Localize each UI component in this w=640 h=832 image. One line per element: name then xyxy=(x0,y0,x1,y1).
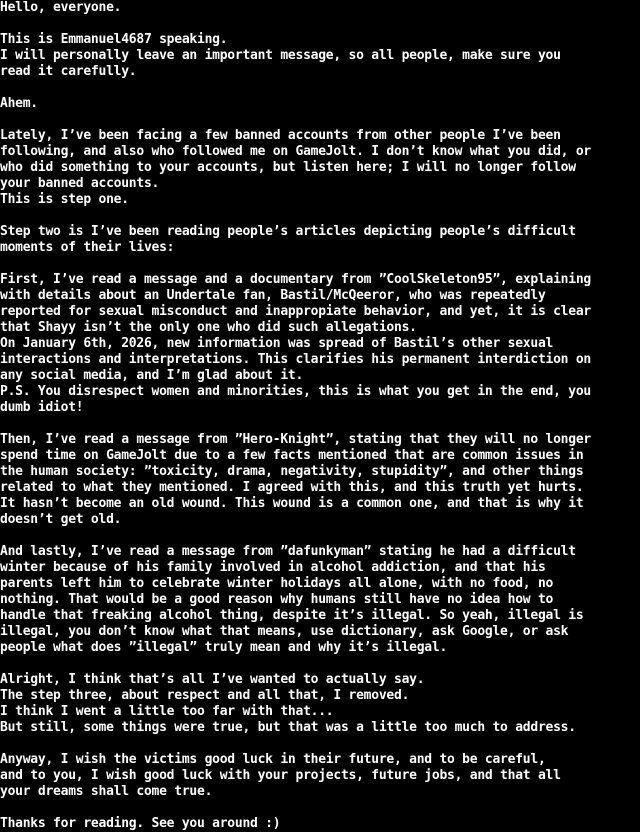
text-line: moments of their lives: xyxy=(0,240,175,255)
blank-line xyxy=(0,256,640,272)
blank-line xyxy=(0,112,640,128)
text-line: spend time on GameJolt due to a few facts mentioned that are common issues in xyxy=(0,448,584,463)
text-line: Then, I’ve read a message from ”Hero-Knight”, stating that they will no longer xyxy=(0,432,591,447)
text-line: people what does ”illegal” truly mean and why it’s illegal. xyxy=(0,640,448,655)
text-line: doesn’t get old. xyxy=(0,512,122,527)
text-line: with details about an Undertale fan, Bastil/McQeeror, who was repeatedly xyxy=(0,288,546,303)
text-line: your dreams shall come true. xyxy=(0,784,213,799)
text-line: First, I’ve read a message and a documentary from ”CoolSkeleton95”, explaining xyxy=(0,272,591,287)
blank-line xyxy=(0,528,640,544)
text-line: related to what they mentioned. I agreed with this, and this truth yet hurts. xyxy=(0,480,584,495)
text-line: the human society: ”toxicity, drama, negativity, stupidity”, and other things xyxy=(0,464,584,479)
lastly-paragraph xyxy=(0,544,640,656)
text-line: This is Emmanuel4687 speaking. xyxy=(0,32,228,47)
text-line: This is step one. xyxy=(0,192,129,207)
text-line: On January 6th, 2026, new information was spread of Bastil’s other sexual xyxy=(0,336,554,351)
step-two-paragraph xyxy=(0,224,640,256)
text-line: reported for sexual misconduct and inappropiate behavior, and yet, it is clear xyxy=(0,304,591,319)
text-line: Lately, I’ve been facing a few banned accounts from other people I’ve been xyxy=(0,128,561,143)
text-line: that Shayy isn’t the only one who did such allegations. xyxy=(0,320,417,335)
text-line: any social media, and I’m glad about it. xyxy=(0,368,304,383)
text-line: and to you, I wish good luck with your projects, future jobs, and that all xyxy=(0,768,561,783)
text-line: Alright, I think that’s all I’ve wanted to actually say. xyxy=(0,672,425,687)
text-line: Step two is I’ve been reading people’s articles depicting people’s difficult xyxy=(0,224,576,239)
text-line: But still, some things were true, but that was a little too much to address. xyxy=(0,720,576,735)
text-line: handle that freaking alcohol thing, despite it’s illegal. So yeah, illegal is xyxy=(0,608,584,623)
text-line: your banned accounts. xyxy=(0,176,160,191)
alright-paragraph xyxy=(0,672,640,736)
text-line: I think I went a little too far with that... xyxy=(0,704,334,719)
text-line: following, and also who followed me on GameJolt. I don’t know what you did, or xyxy=(0,144,591,159)
blank-line xyxy=(0,736,640,752)
text-line: dumb idiot! xyxy=(0,400,84,415)
text-line: Anyway, I wish the victims good luck in their future, and to be careful, xyxy=(0,752,546,767)
blank-line xyxy=(0,800,640,816)
text-line: I will personally leave an important message, so all people, make sure you xyxy=(0,48,561,63)
text-line: nothing. That would be a good reason why humans still have no idea how to xyxy=(0,592,554,607)
text-line: The step three, about respect and all that, I removed. xyxy=(0,688,410,703)
ahem-line: Ahem. xyxy=(0,96,38,111)
anyway-paragraph xyxy=(0,752,640,800)
greeting-line: Hello, everyone. xyxy=(0,0,122,15)
text-line: And lastly, I’ve read a message from ”dafunkyman” stating he had a difficult xyxy=(0,544,576,559)
first-paragraph xyxy=(0,272,640,416)
step-one-paragraph xyxy=(0,128,640,208)
blank-line xyxy=(0,416,640,432)
text-line: who did something to your accounts, but listen here; I will no longer follow xyxy=(0,160,576,175)
blank-line xyxy=(0,16,640,32)
text-line: winter because of his family involved in alcohol addiction, and that his xyxy=(0,560,546,575)
closing-line: Thanks for reading. See you around :) xyxy=(0,816,281,831)
intro-paragraph xyxy=(0,32,640,80)
blank-line xyxy=(0,656,640,672)
blank-line xyxy=(0,208,640,224)
then-paragraph xyxy=(0,432,640,528)
text-line: It hasn’t become an old wound. This wound is a common one, and that is why it xyxy=(0,496,584,511)
text-line: illegal, you don’t know what that means, use dictionary, ask Google, or ask xyxy=(0,624,569,639)
text-line: parents left him to celebrate winter holidays all alone, with no food, no xyxy=(0,576,554,591)
text-line: read it carefully. xyxy=(0,64,137,79)
text-line: P.S. You disrespect women and minorities, this is what you get in the end, you xyxy=(0,384,591,399)
blank-line xyxy=(0,80,640,96)
text-line: interactions and interpretations. This clarifies his permanent interdiction on xyxy=(0,352,591,367)
